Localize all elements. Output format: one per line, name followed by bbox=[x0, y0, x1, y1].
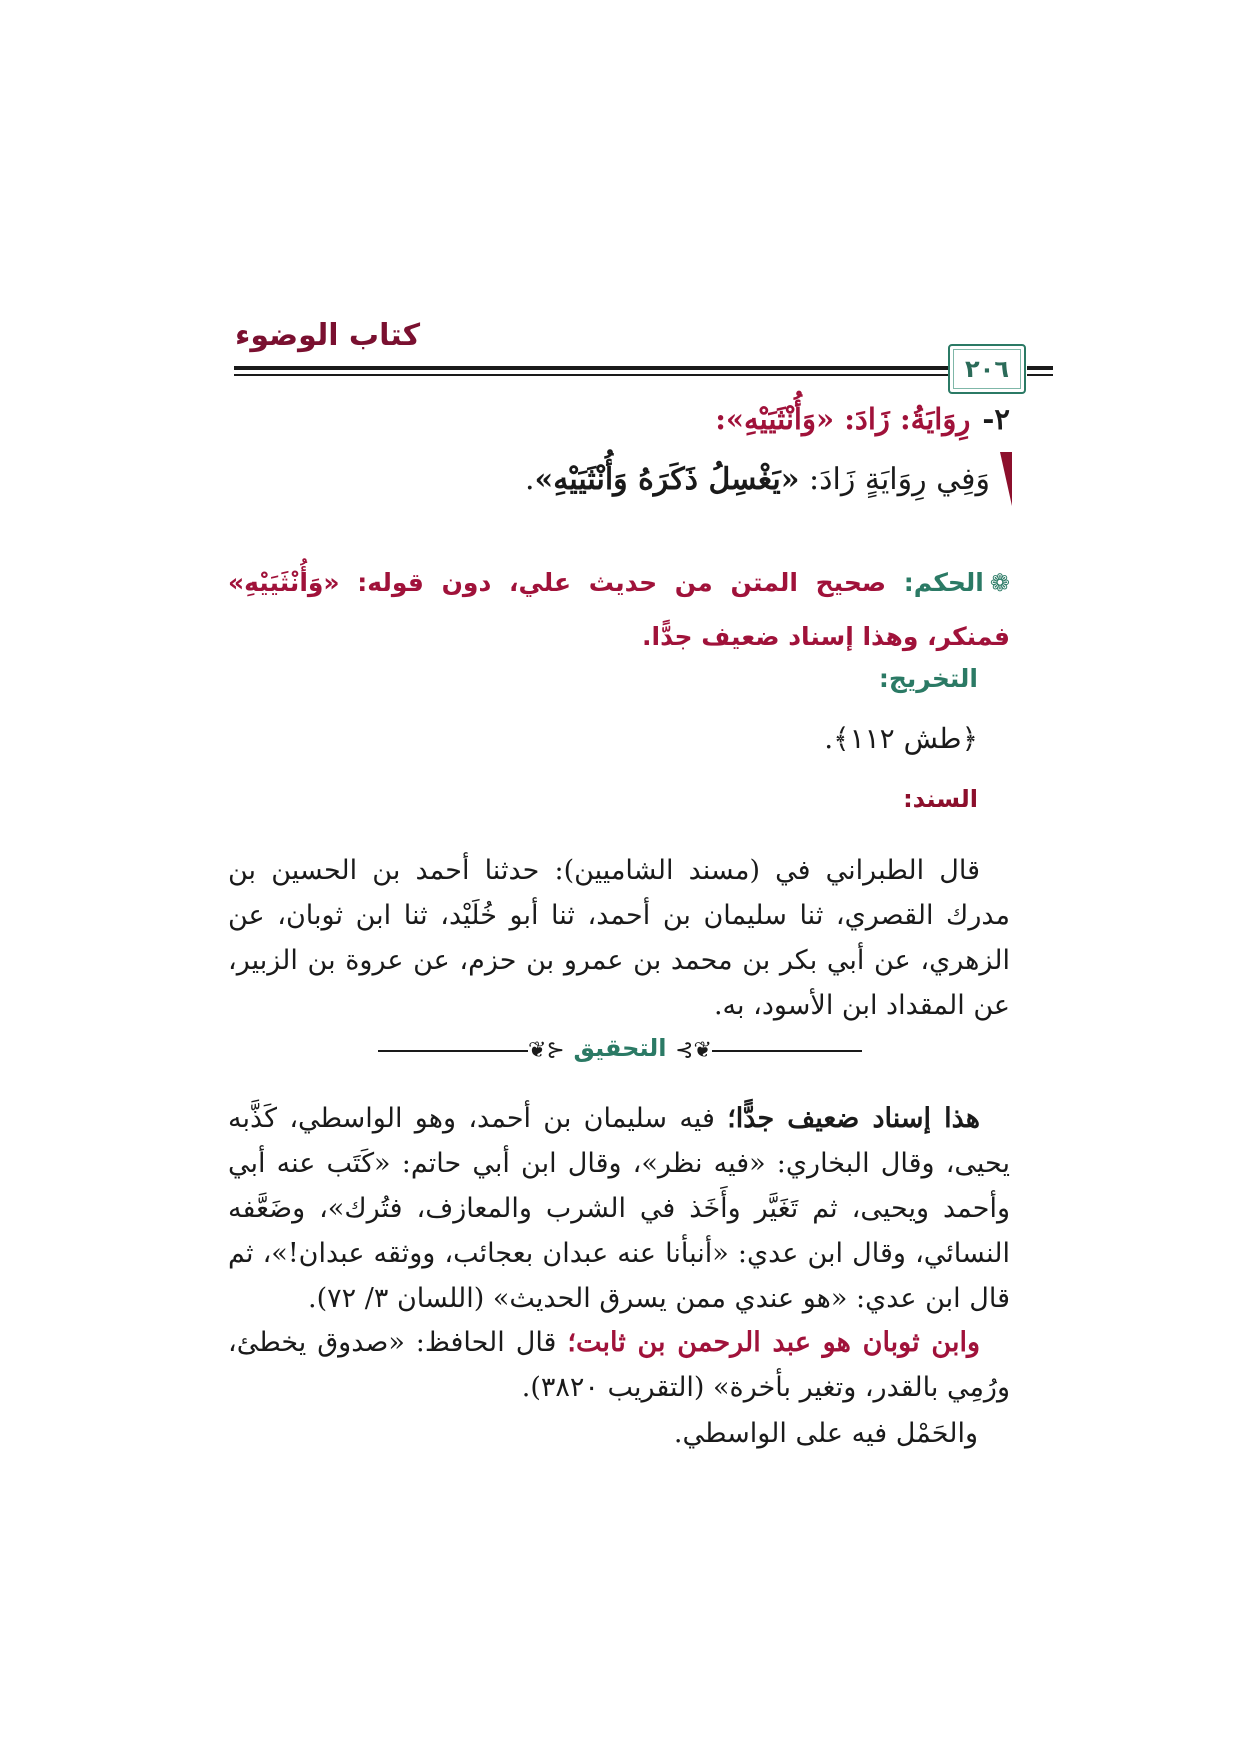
tahqiq-paragraph bbox=[228, 1096, 1010, 1321]
sanad-heading: السند: bbox=[903, 785, 978, 813]
riwaya-prefix: وَفِي رِوَايَةٍ زَادَ: bbox=[799, 462, 990, 497]
page-number: ٢٠٦ bbox=[965, 355, 1009, 383]
running-header-title: كتاب الوضوء bbox=[235, 318, 421, 353]
tahqiq-divider bbox=[378, 1031, 862, 1071]
narrator-paragraph bbox=[228, 1320, 1010, 1410]
sanad-text: قال الطبراني في (مسند الشاميين): حدثنا أحمد بن الحسين بن مدرك القصري، ثنا سليمان بن أحمد، ثنا أبو خُلَيْد، ثنا ابن ثوبان، عن الزهري، عن أبي بكر بن محمد بن عمرو بن حزم، عن عروة بن الزبير، عن المقداد ابن الأسود، به. bbox=[228, 855, 1010, 1021]
hukm-block bbox=[228, 556, 1010, 663]
hukm-text: صحيح المتن من حديث علي، دون قوله: «وَأُنْثَيَيْهِ» فمنكر، وهذا إسناد ضعيف جدًّا. bbox=[228, 568, 1010, 651]
header-rule bbox=[234, 366, 1004, 370]
flower-icon: ❁ bbox=[989, 569, 1010, 597]
tahqiq-text: فيه سليمان بن أحمد، وهو الواسطي، كَذَّبه يحيى، وقال البخاري: «فيه نظر»، وقال ابن أبي حاتم: «كَتَب عنه أبي وأحمد ويحيى، ثم تَغَيَّر وأَخَذ في الشرب والمعازف، فتُرك»، وضَعَّفه النسائي، وقال ابن عدي: «أنبأنا عنه عبدان بعجائب، ووثقه عبدان!»، ثم قال ابن عدي: «هو عندي ممن يسرق الحديث» (اللسان ٣/ ٧٢). bbox=[228, 1103, 1010, 1314]
narrator-bold-lead: وابن ثوبان هو عبد الرحمن بن ثابت؛ bbox=[567, 1327, 980, 1358]
hukm-label: الحكم: bbox=[903, 568, 984, 597]
riwaya-text bbox=[525, 462, 990, 497]
ornament-icon: ⊰❦ bbox=[528, 1038, 565, 1063]
section-heading-text: رِوَايَةُ: زَادَ: «وَأُنْثَيَيْهِ»: bbox=[715, 402, 971, 436]
tahqiq-heading: التحقيق bbox=[573, 1034, 667, 1062]
takhrij-heading: التخريج: bbox=[878, 664, 978, 693]
header-rule bbox=[234, 374, 1004, 376]
corner-ornament-icon bbox=[1000, 452, 1012, 506]
conclusion-paragraph: والحَمْل فيه على الواسطي. bbox=[673, 1418, 978, 1449]
riwaya-quote: «يَغْسِلُ ذَكَرَهُ وَأُنْثَيَيْهِ» bbox=[534, 462, 800, 497]
tahqiq-bold-lead: هذا إسناد ضعيف جدًّا؛ bbox=[727, 1103, 980, 1134]
header-rule bbox=[1027, 366, 1053, 370]
page-number-badge bbox=[948, 344, 1026, 394]
section-heading bbox=[715, 402, 1010, 436]
takhrij-reference: ﴿طش ١١٢﴾. bbox=[824, 722, 978, 755]
section-number: ٢- bbox=[982, 402, 1010, 436]
ornament-icon: ❦⊱ bbox=[675, 1038, 712, 1063]
sanad-paragraph bbox=[228, 848, 1010, 1028]
header-rule bbox=[1027, 374, 1053, 376]
riwaya-suffix: . bbox=[524, 462, 535, 497]
narrator-text: قال الحافظ: «صدوق يخطئ، ورُمِي بالقدر، وتغير بأخرة» (التقريب ٣٨٢٠). bbox=[228, 1327, 1010, 1403]
